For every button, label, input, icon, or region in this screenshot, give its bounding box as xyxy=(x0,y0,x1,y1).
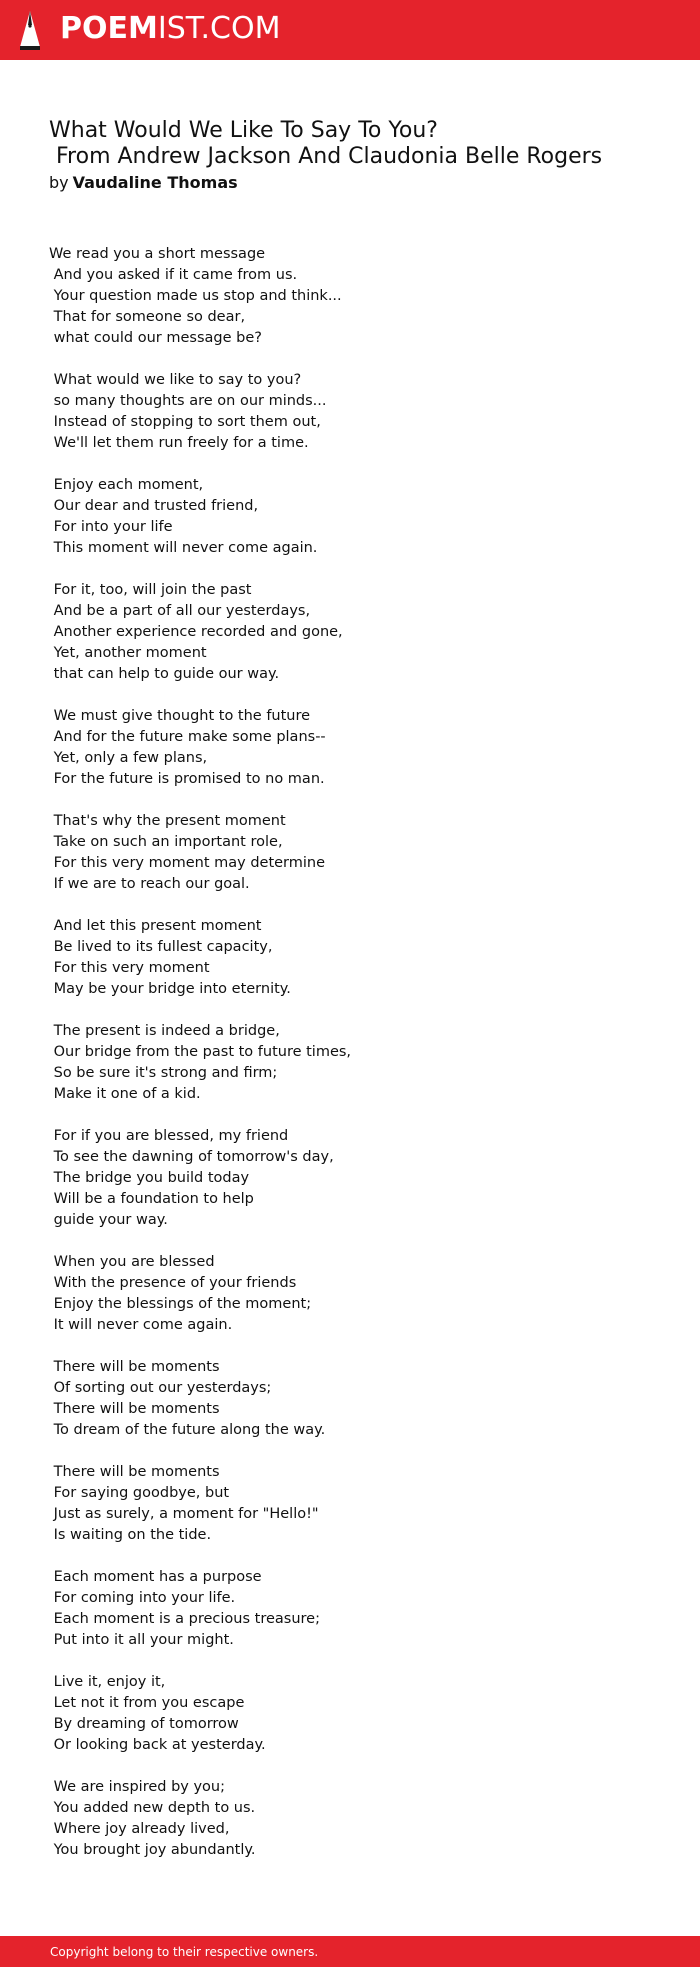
copyright-text: Copyright belong to their respective owners. xyxy=(50,1945,319,1959)
header-bar xyxy=(0,0,700,60)
site-logo[interactable] xyxy=(60,11,280,47)
footer-bar xyxy=(0,1936,700,1967)
by-label: by xyxy=(49,173,69,192)
logo-light-text: IST.COM xyxy=(157,11,281,46)
pen-nib-logo-icon[interactable] xyxy=(18,9,42,51)
poem-title: What Would We Like To Say To You? From Andrew Jackson And Claudonia Belle Rogers xyxy=(49,118,603,169)
author-name: Vaudaline Thomas xyxy=(72,173,238,192)
byline xyxy=(49,172,238,194)
poem-body: We read you a short message And you asked if it came from us. Your question made us stop and think... That for someone so dear, what could our message be? What would we like to say to you? so many thoughts are on our minds... Instead of stopping to sort them out, We'll let them run freely for a time. Enjoy each moment, Our dear and trusted friend, For into your life This moment will never come again. For it, too, will join the past And be a part of all our yesterdays, Another experience recorded and gone, Yet, another moment that can help to guide our way. We must give thought to the future And for the future make some plans-- Yet, only a few plans, For the future is promised to no man. That's why the present moment Take on such an important role, For this very moment may determine If we are to reach our goal. And let this present moment Be lived to its fullest capacity, For this very moment May be your bridge into eternity. The present is indeed a bridge, Our bridge from the past to future times, So be sure it's strong and firm; Make it one of a kid. For if you are blessed, my friend To see the dawning of tomorrow's day, The bridge you build today Will be a foundation to help guide your way. When you are blessed With the presence of your friends Enjoy the blessings of the moment; It will never come again. There will be moments Of sorting out our yesterdays; There will be moments To dream of the future along the way. There will be moments For saying goodbye, but Just as surely, a moment for "Hello!" Is waiting on the tide. Each moment has a purpose For coming into your life. Each moment is a precious treasure; Put into it all your might. Live it, enjoy it, Let not it from you escape By dreaming of tomorrow Or looking back at yesterday. We are inspired by you; You added new depth to us. Where joy already lived, You brought joy abundantly. xyxy=(49,246,352,1858)
logo-bold-text: POEM xyxy=(60,11,158,46)
